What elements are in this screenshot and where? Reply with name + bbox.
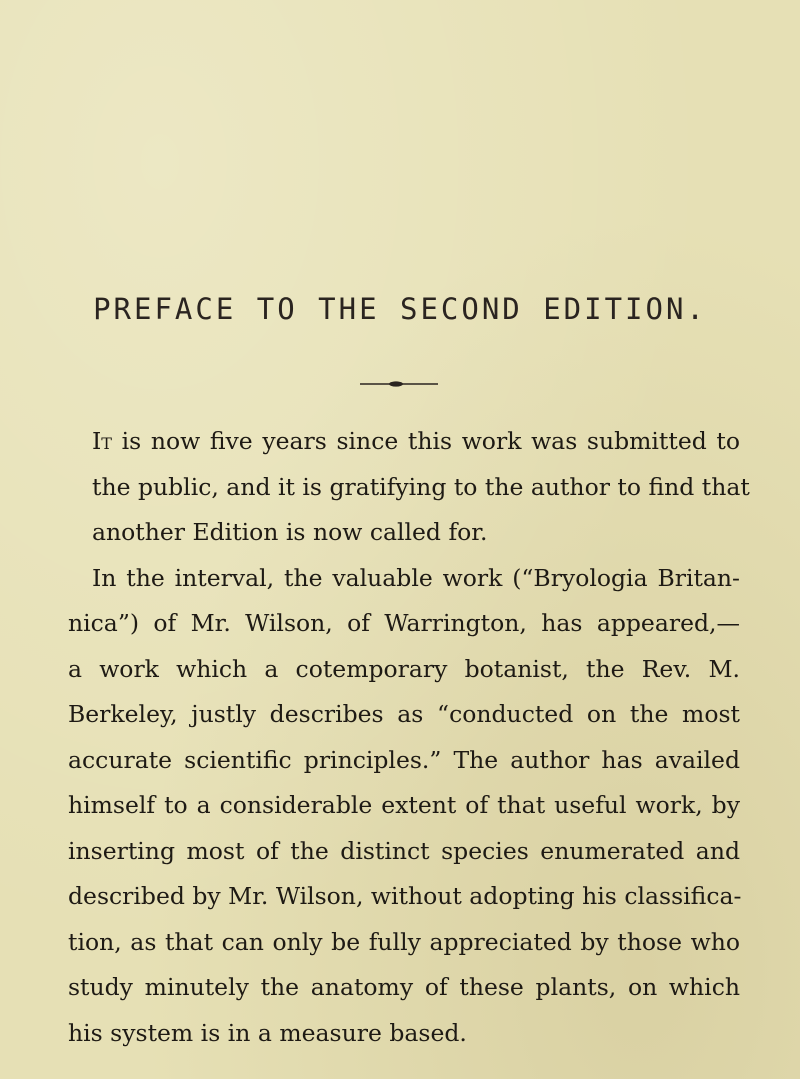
text-line (68, 419, 740, 465)
text-line: nica”) of Mr. Wilson, of Warrington, has appeared,— (68, 609, 740, 637)
text-line: In the interval, the valuable work (“Bryologia Britan- (92, 563, 740, 592)
line-text: is now five years since this work was submitted to (111, 427, 740, 455)
preface-body (68, 419, 750, 1056)
page-heading: PREFACE TO THE SECOND EDITION. (93, 292, 707, 326)
lead-word: It (92, 427, 112, 455)
paragraph-1 (68, 419, 750, 556)
paragraph-2 (68, 556, 740, 1057)
text-line: his system is in a measure based. (68, 1018, 467, 1047)
ornamental-rule (360, 381, 438, 387)
text-line: inserting most of the distinct species enumerated and (68, 836, 740, 865)
text-line: tion, as that can only be fully appreciated by those who (68, 927, 740, 956)
text-line: described by Mr. Wilson, without adopting his classifica- (68, 882, 742, 910)
text-line: Berkeley, justly describes as “conducted on the most (68, 700, 740, 728)
text-line: study minutely the anatomy of these plants, on which (68, 973, 740, 1001)
text-line: a work which a cotemporary botanist, the Rev. M. (68, 654, 740, 683)
text-line: accurate scientific principles.” The author has availed (68, 745, 740, 774)
text-line: another Edition is now called for. (92, 518, 488, 546)
text-line: himself to a considerable extent of that useful work, by (68, 791, 740, 819)
text-line: the public, and it is gratifying to the author to find that (92, 472, 750, 501)
